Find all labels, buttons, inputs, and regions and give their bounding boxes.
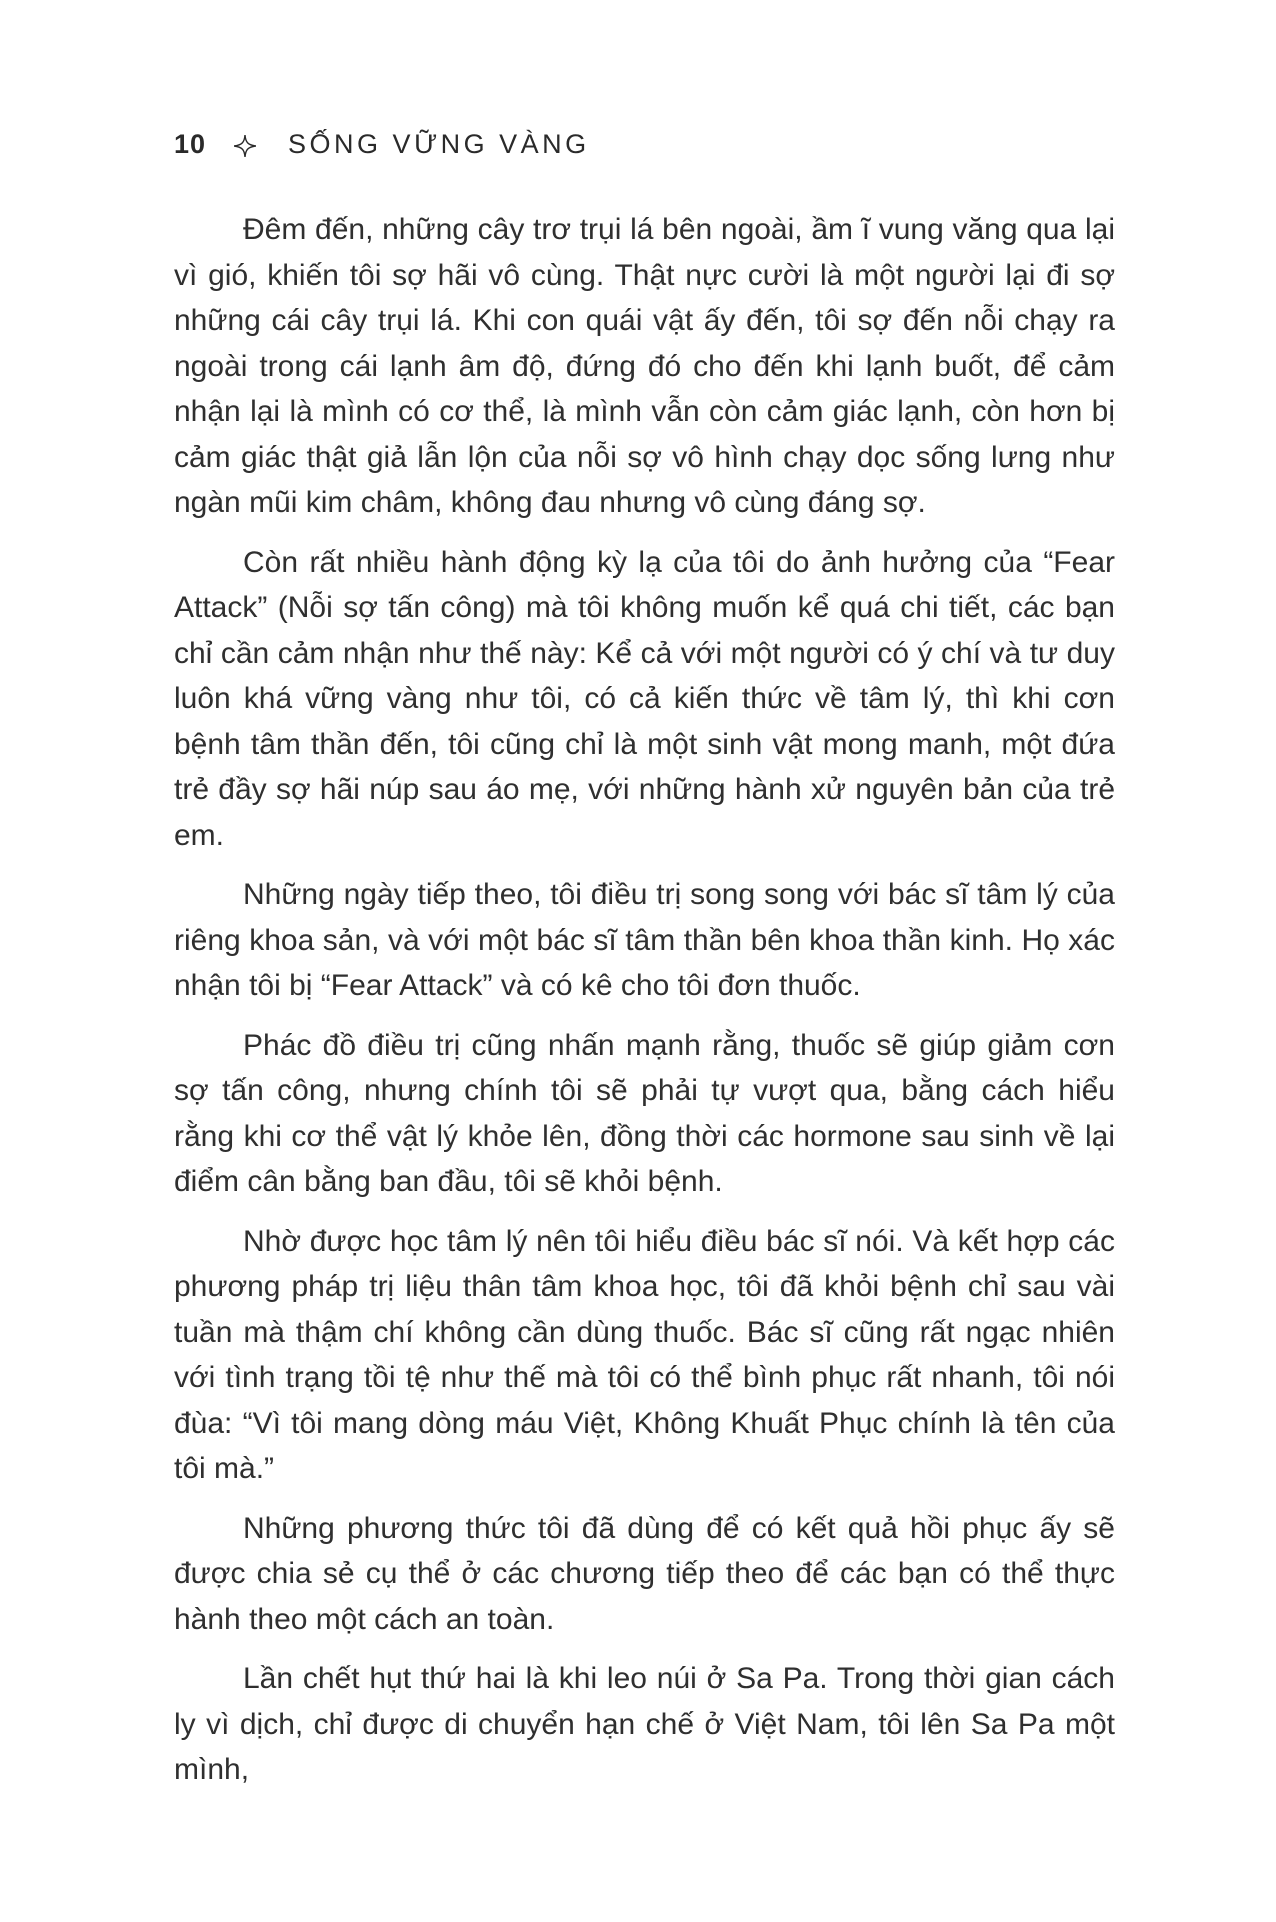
body-text <box>174 207 1115 1807</box>
running-header <box>174 124 590 164</box>
paragraph: Đêm đến, những cây trơ trụi lá bên ngoài, ầm ĩ vung văng qua lại vì gió, khiến tôi sợ hãi vô cùng. Thật nực cười là một người lại đi sợ những cái cây trụi lá. Khi con quái vật ấy đến, tôi sợ đến nỗi chạy ra ngoài trong cái lạnh âm độ, đứng đó cho đến khi lạnh buốt, để cảm nhận lại là mình có cơ thể, là mình vẫn còn cảm giác lạnh, còn hơn bị cảm giác thật giả lẫn lộn của nỗi sợ vô hình chạy dọc sống lưng như ngàn mũi kim châm, không đau nhưng vô cùng đáng sợ. <box>174 213 1115 519</box>
paragraph: Lần chết hụt thứ hai là khi leo núi ở Sa Pa. Trong thời gian cách ly vì dịch, chỉ được di chuyển hạn chế ở Việt Nam, tôi lên Sa Pa một mình, <box>174 1662 1115 1786</box>
paragraph: Nhờ được học tâm lý nên tôi hiểu điều bác sĩ nói. Và kết hợp các phương pháp trị liệu thân tâm khoa học, tôi đã khỏi bệnh chỉ sau vài tuần mà thậm chí không cần dùng thuốc. Bác sĩ cũng rất ngạc nhiên với tình trạng tồi tệ như thế mà tôi có thể bình phục rất nhanh, tôi nói đùa: “Vì tôi mang dòng máu Việt, Không Khuất Phục chính là tên của tôi mà.” <box>174 1224 1115 1485</box>
paragraph: Những ngày tiếp theo, tôi điều trị song song với bác sĩ tâm lý của riêng khoa sản, và với một bác sĩ tâm thần bên khoa thần kinh. Họ xác nhận tôi bị “Fear Attack” và có kê cho tôi đơn thuốc. <box>174 878 1115 1002</box>
sparkle-icon <box>234 133 256 155</box>
book-title: SỐNG VỮNG VÀNG <box>288 128 590 159</box>
paragraph: Những phương thức tôi đã dùng để có kết quả hồi phục ấy sẽ được chia sẻ cụ thể ở các chương tiếp theo để các bạn có thể thực hành theo một cách an toàn. <box>174 1511 1115 1636</box>
paragraph: Còn rất nhiều hành động kỳ lạ của tôi do ảnh hưởng của “Fear Attack” (Nỗi sợ tấn công) mà tôi không muốn kể quá chi tiết, các bạn chỉ cần cảm nhận như thế này: Kể cả với một người có ý chí và tư duy luôn khá vững vàng như tôi, có cả kiến thức về tâm lý, thì khi cơn bệnh tâm thần đến, tôi cũng chỉ là một sinh vật mong manh, một đứa trẻ đầy sợ hãi núp sau áo mẹ, với những hành xử nguyên bản của trẻ em. <box>174 545 1115 852</box>
paragraph: Phác đồ điều trị cũng nhấn mạnh rằng, thuốc sẽ giúp giảm cơn sợ tấn công, nhưng chính tôi sẽ phải tự vượt qua, bằng cách hiểu rằng khi cơ thể vật lý khỏe lên, đồng thời các hormone sau sinh về lại điểm cân bằng ban đầu, tôi sẽ khỏi bệnh. <box>174 1028 1115 1198</box>
page-number: 10 <box>174 128 207 159</box>
